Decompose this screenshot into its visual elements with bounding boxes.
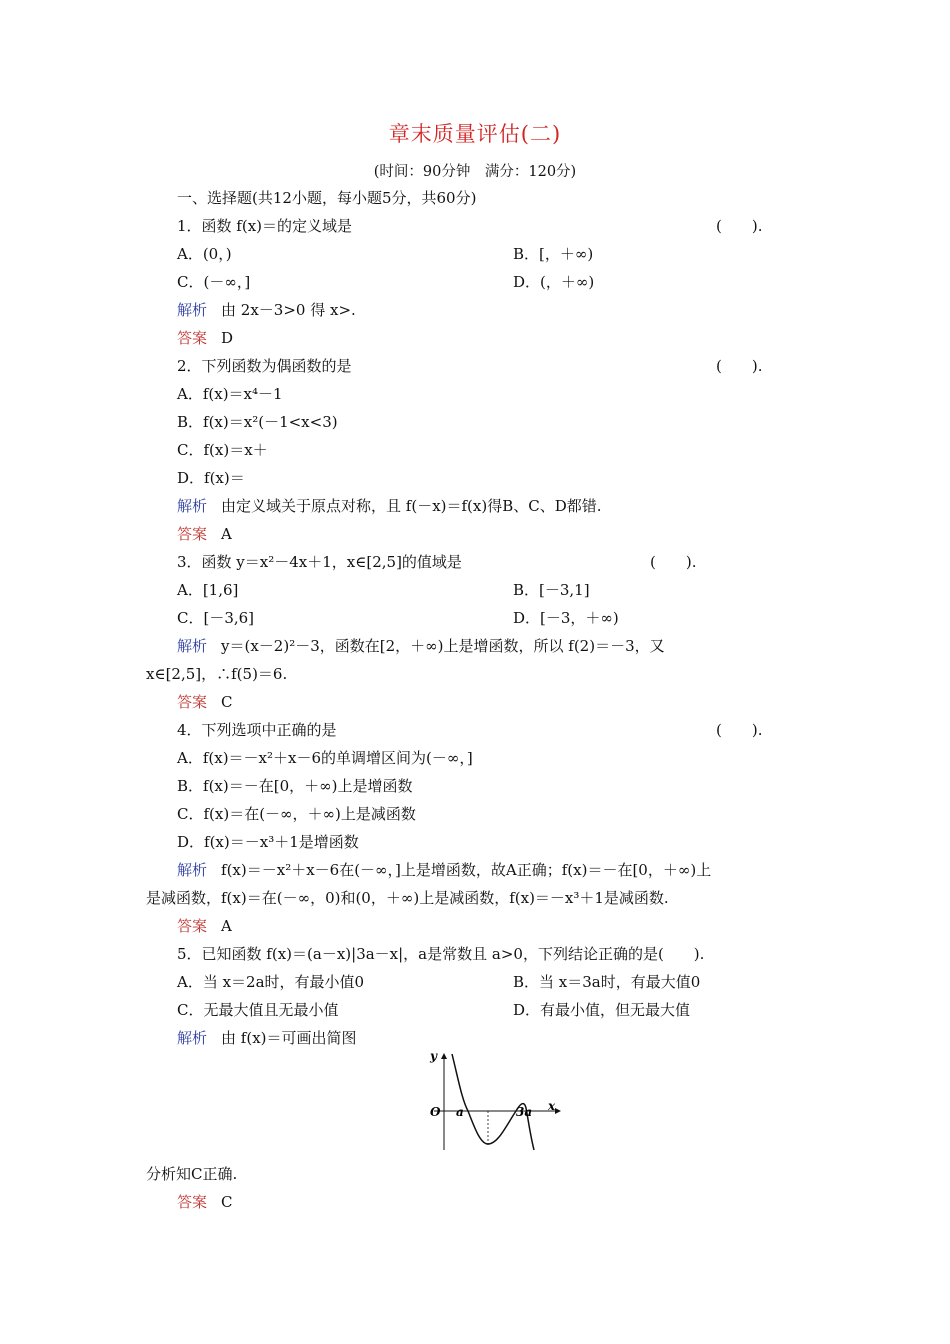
q5-option-a: A．当 x＝2a时，有最小值0 (177, 973, 365, 991)
q1-option-a: A．(0，) (177, 245, 232, 263)
q5-option-c: C．无最大值且无最小值 (177, 1001, 339, 1019)
q4-analysis-line1 (177, 858, 711, 882)
answer-label: 答案 (177, 329, 208, 347)
q4-option-b: B．f(x)＝－在[0，＋∞)上是增函数 (177, 777, 413, 795)
answer-label: 答案 (177, 1193, 208, 1211)
graph-y-label: y (430, 1049, 437, 1063)
answer-value: A (221, 917, 232, 935)
answer-value: D (221, 329, 234, 347)
answer-value: C (221, 693, 233, 711)
analysis-label: 解析 (177, 1029, 208, 1047)
q1-option-c: C．(－∞，] (177, 273, 251, 291)
q1-option-d: D．(，＋∞) (513, 273, 595, 291)
analysis-text: f(x)＝－x²＋x－6在(－∞，]上是增函数，故A正确；f(x)＝－在[0，＋∞)上 (221, 861, 712, 879)
q1-option-b: B．[，＋∞) (513, 245, 594, 263)
answer-value: C (221, 1193, 233, 1211)
q2-analysis (177, 494, 602, 518)
q1-analysis (177, 298, 356, 322)
q3-option-a: A．[1,6] (177, 581, 239, 599)
q3-answer-blank: ( ). (650, 553, 697, 571)
page-subtitle: (时间：90分钟 满分：120分) (373, 164, 577, 180)
q1-stem: 1．函数 f(x)＝的定义域是 (177, 217, 353, 235)
q3-analysis-line2: x∈[2,5]，∴f(5)＝6. (146, 665, 288, 683)
q5-conclusion: 分析知C正确. (146, 1165, 238, 1183)
analysis-text: 由 2x－3>0 得 x>. (221, 301, 356, 319)
q5-answer (177, 1190, 233, 1214)
graph-x-label: x (548, 1099, 556, 1113)
q5-analysis (177, 1026, 357, 1050)
q3-option-b: B．[－3,1] (513, 581, 590, 599)
q2-stem: 2．下列函数为偶函数的是 (177, 357, 352, 375)
graph-origin-label: O (430, 1105, 441, 1119)
graph-root-3a-label: 3a (516, 1105, 533, 1119)
q5-stem: 5．已知函数 f(x)＝(a－x)|3a－x|，a是常数且 a>0，下列结论正确的是( ). (177, 945, 705, 963)
analysis-text: 由 f(x)＝可画出简图 (221, 1029, 357, 1047)
analysis-text: 由定义域关于原点对称，且 f(－x)＝f(x)得B、C、D都错. (221, 497, 602, 515)
q3-option-c: C．[－3,6] (177, 609, 255, 627)
answer-label: 答案 (177, 525, 208, 543)
q2-option-b: B．f(x)＝x²(－1<x<3) (177, 413, 338, 431)
analysis-text: y＝(x－2)²－3，函数在[2，＋∞)上是增函数，所以 f(2)＝－3，又 (221, 637, 665, 655)
q4-option-a: A．f(x)＝－x²＋x－6的单调增区间为(－∞，] (177, 749, 473, 767)
q1-answer-blank: ( ). (716, 217, 763, 235)
q3-stem: 3．函数 y＝x²－4x＋1，x∈[2,5]的值域是 (177, 553, 462, 571)
q4-answer-blank: ( ). (716, 721, 763, 739)
q2-answer-blank: ( ). (716, 357, 763, 375)
page-title: 章末质量评估(二) (388, 122, 562, 146)
q3-analysis-line1 (177, 634, 665, 658)
q2-answer (177, 522, 232, 546)
function-graph (420, 1048, 570, 1156)
analysis-label: 解析 (177, 301, 208, 319)
q2-option-d: D．f(x)＝ (177, 469, 245, 487)
section-heading: 一、选择题(共12小题，每小题5分，共60分) (177, 189, 477, 207)
graph-root-a-label: a (456, 1105, 464, 1119)
answer-label: 答案 (177, 917, 208, 935)
q4-option-d: D．f(x)＝－x³＋1是增函数 (177, 833, 359, 851)
analysis-label: 解析 (177, 497, 208, 515)
q4-stem: 4．下列选项中正确的是 (177, 721, 337, 739)
answer-value: A (221, 525, 232, 543)
q2-option-a: A．f(x)＝x⁴－1 (177, 385, 283, 403)
answer-label: 答案 (177, 693, 208, 711)
q2-option-c: C．f(x)＝x＋ (177, 441, 268, 459)
q5-option-b: B．当 x＝3a时，有最大值0 (513, 973, 701, 991)
q4-option-c: C．f(x)＝在(－∞，＋∞)上是减函数 (177, 805, 416, 823)
analysis-label: 解析 (177, 637, 208, 655)
q3-option-d: D．[－3，＋∞) (513, 609, 619, 627)
q4-analysis-line2: 是减函数，f(x)＝在(－∞，0)和(0，＋∞)上是减函数，f(x)＝－x³＋1是减函数. (146, 889, 669, 907)
q3-answer (177, 690, 233, 714)
analysis-label: 解析 (177, 861, 208, 879)
curve-left-branch (452, 1054, 516, 1144)
q1-answer (177, 326, 233, 350)
q4-answer (177, 914, 232, 938)
q5-option-d: D．有最小值，但无最大值 (513, 1001, 691, 1019)
